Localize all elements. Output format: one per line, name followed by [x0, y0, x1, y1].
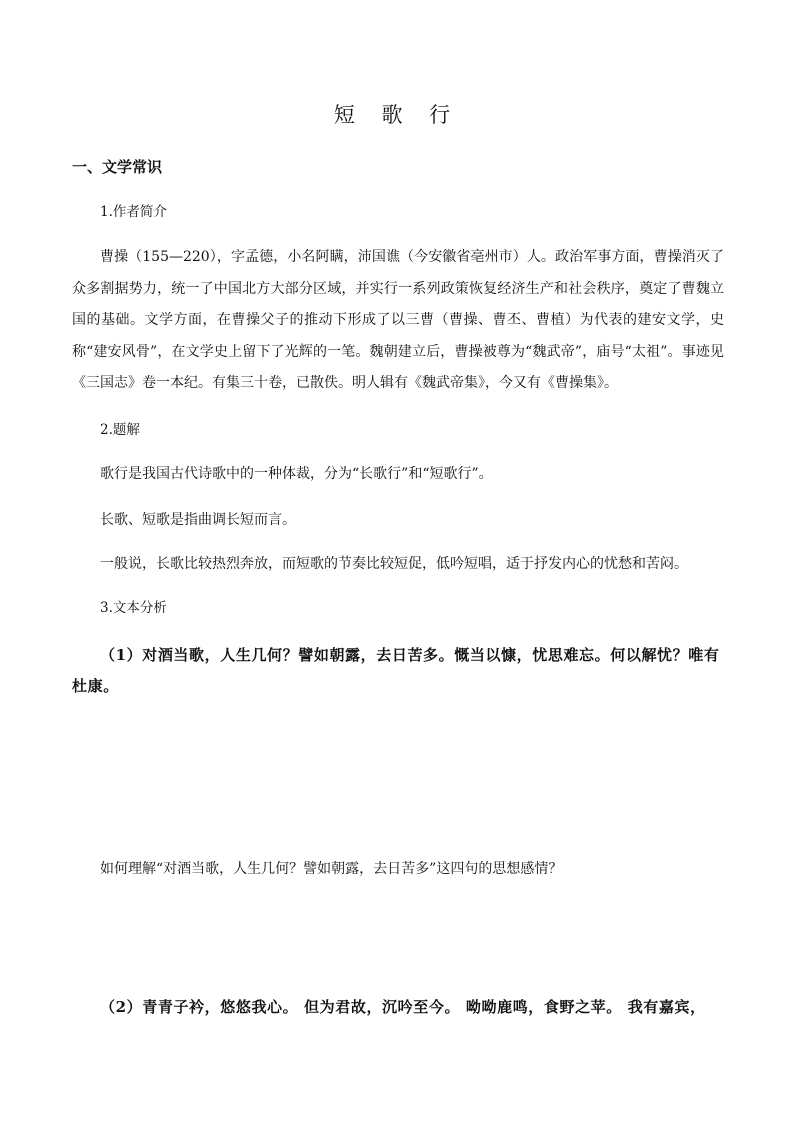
subheading-text-analysis: 3.文本分析: [100, 600, 167, 616]
author-intro-paragraph: 曹操（155—220），字孟德，小名阿瞒，沛国谯（今安徽省亳州市）人。政治军事方面，曹操消灭了众多割据势力，统一了中国北方大部分区域，并实行一系列政策恢复经济生产和社会秩序，奠定了曹魏立国的基础。文学方面，在曹操父子的推动下形成了以三曹（曹操、曹丕、曹植）为代表的建安文学，史称“建安风骨”，在文学史上留下了光辉的一笔。魏朝建立后，曹操被尊为“魏武帝”，庙号“太祖”。事迹见《三国志》卷一本纪。有集三十卷，已散佚。明人辑有《魏武帝集》，今又有《曹操集》。: [72, 249, 724, 391]
verse-1: （1）对酒当歌，人生几何？譬如朝露，去日苦多。慨当以慷，忧思难忘。何以解忧？唯有杜康。: [72, 646, 720, 695]
title-explanation-p1: 歌行是我国古代诗歌中的一种体裁，分为“长歌行”和“短歌行”。: [100, 466, 493, 482]
title-explanation-p3: 一般说，长歌比较热烈奔放，而短歌的节奏比较短促，低吟短唱，适于抒发内心的忧愁和苦闷。: [100, 556, 688, 572]
verse-2: （2）青青子衿，悠悠我心。 但为君故，沉吟至今。 呦呦鹿鸣，食野之苹。 我有嘉宾，: [100, 998, 706, 1016]
page-title: 短 歌 行: [333, 103, 461, 127]
subheading-author-intro: 1.作者简介: [100, 204, 167, 220]
title-explanation-p2: 长歌、短歌是指曲调长短而言。: [100, 512, 296, 528]
subheading-title-explanation: 2.题解: [100, 422, 140, 438]
section-heading-literary-knowledge: 一、文学常识: [72, 158, 163, 176]
question-1: 如何理解“对酒当歌，人生几何？譬如朝露，去日苦多”这四句的思想感情？: [100, 861, 563, 877]
